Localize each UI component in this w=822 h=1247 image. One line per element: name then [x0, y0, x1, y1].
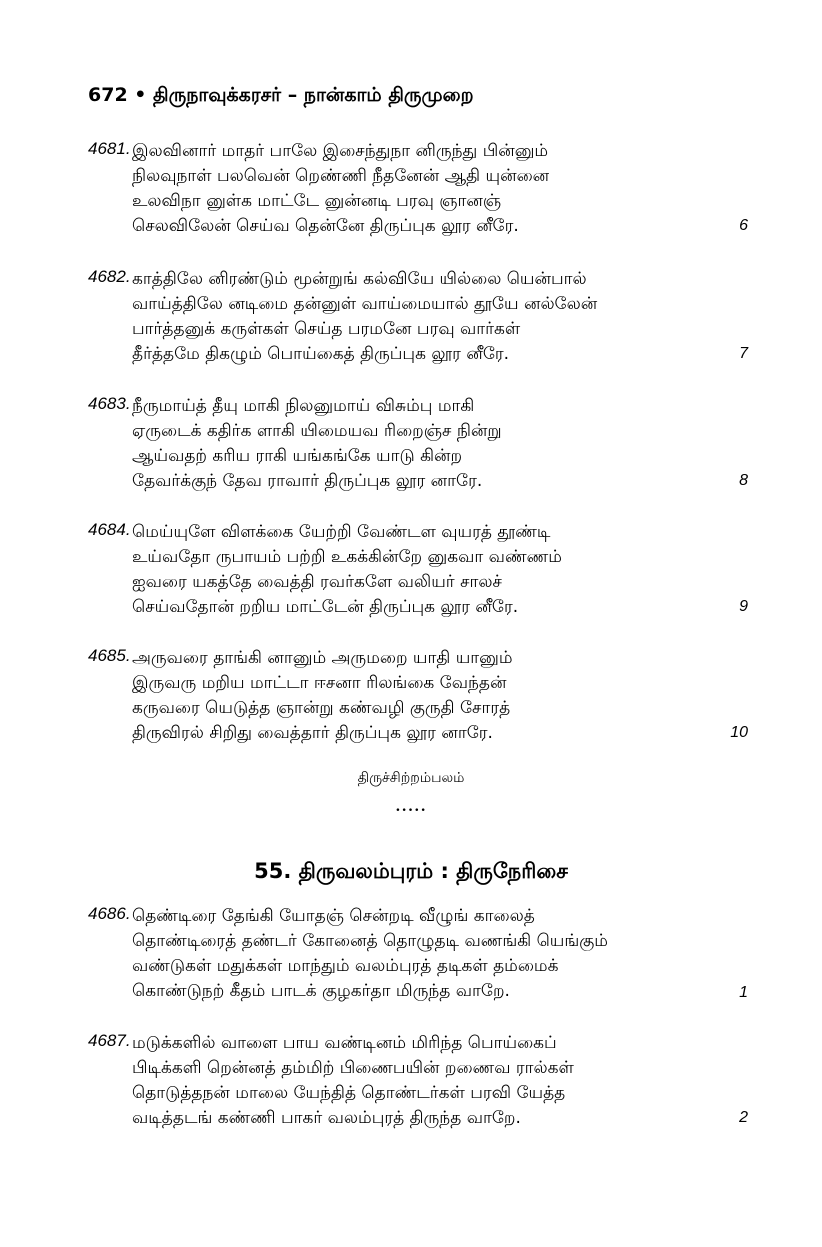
verse-line: நிலவுநாள் பலவென் றெண்ணி நீதனேன் ஆதி யுன்னை — [132, 166, 550, 186]
verse-line: ஏருடைக் கதிர்க ளாகி யிமையவ ரிறைஞ்ச நின்று — [132, 421, 502, 441]
verse-line: செலவிலேன் செய்வ தென்னே திருப்புக லூர னீரே. — [132, 216, 519, 236]
running-head: 672 • திருநாவுக்கரசர் – நான்காம் திருமுறை — [88, 84, 474, 106]
verse-line: மெய்யுளே விளக்கை யேற்றி வேண்டள வுயரத் தூண்டி — [132, 522, 551, 542]
separator-stars: ••••• — [395, 806, 427, 816]
verse-line: காத்திலே னிரண்டும் மூன்றுங் கல்வியே யில்லை யென்பால் — [132, 269, 587, 289]
stanza-number: 8 — [739, 472, 748, 489]
verse-line: பார்த்தனுக் கருள்கள் செய்த பரமனே பரவு வார்கள் — [132, 319, 521, 339]
verse-line: திருவிரல் சிறிது வைத்தார் திருப்புக லூர னாரே. — [132, 723, 493, 743]
verse-number: 4686. — [88, 904, 131, 923]
stanza-number: 10 — [730, 724, 748, 741]
verse-line: ஆய்வதற் கரிய ராகி யங்கங்கே யாடு கின்ற — [132, 446, 463, 466]
stanza-number: 2 — [739, 1109, 748, 1126]
verse-number: 4684. — [88, 520, 131, 539]
verse-line: கொண்டுநற் கீதம் பாடக் குழகர்தா மிருந்த வாறே. — [132, 981, 510, 1001]
verse-4682 — [88, 267, 748, 367]
verse-number: 4682. — [88, 267, 131, 286]
verse-line: உய்வதோ ருபாயம் பற்றி உகக்கின்றே னுகவா வண்ணம் — [132, 547, 562, 567]
verse-line: தெண்டிரை தேங்கி யோதஞ் சென்றடி வீழுங் காலைத் — [132, 906, 535, 926]
verse-number: 4683. — [88, 394, 131, 413]
verse-line: பிடிக்களி றென்னத் தம்மிற் பிணைபயின் றணைவ ரால்கள் — [132, 1058, 574, 1078]
verse-line: நீருமாய்த் தீயு மாகி நிலனுமாய் விசும்பு மாகி — [132, 396, 475, 416]
verse-lines — [132, 904, 608, 1004]
verse-line: அருவரை தாங்கி னானும் அருமறை யாதி யானும் — [132, 648, 513, 668]
stanza-number: 9 — [739, 598, 748, 615]
verse-line: உலவிநா னுள்க மாட்டே னுன்னடி பரவு ஞானஞ் — [132, 191, 502, 211]
verse-line: மடுக்களில் வாளை பாய வண்டினம் மிரிந்த பொய்கைப் — [132, 1033, 557, 1053]
verse-lines — [132, 267, 597, 367]
verse-4684 — [88, 520, 748, 620]
verse-line: தொண்டிரைத் தண்டர் கோனைத் தொழுதடி வணங்கி யெங்கும் — [132, 931, 608, 951]
verse-4683 — [88, 394, 748, 494]
verse-lines — [132, 394, 502, 494]
verse-4681 — [88, 139, 748, 239]
stanza-number: 7 — [739, 345, 748, 362]
verse-4686 — [88, 904, 748, 1004]
verse-4687 — [88, 1031, 748, 1131]
verse-4685 — [88, 646, 748, 746]
colophon: திருச்சிற்றம்பலம் — [357, 770, 465, 786]
verse-line: கருவரை யெடுத்த ஞான்று கண்வழி குருதி சோரத் — [132, 698, 511, 718]
verse-number: 4685. — [88, 646, 131, 665]
verse-line: ஐவரை யகத்தே வைத்தி ரவர்களே வலியர் சாலச் — [132, 572, 502, 592]
verse-number: 4687. — [88, 1031, 131, 1050]
verse-lines — [132, 520, 562, 620]
verse-lines — [132, 1031, 574, 1131]
verse-number: 4681. — [88, 139, 131, 158]
verse-line: இலவினார் மாதர் பாலே இசைந்துநா னிருந்து பின்னும் — [132, 141, 549, 161]
verse-lines — [132, 646, 513, 746]
verse-line: வாய்த்திலே னடிமை தன்னுள் வாய்மையால் தூயே னல்லேன் — [132, 294, 598, 314]
verse-line: தீர்த்தமே திகழும் பொய்கைத் திருப்புக லூர னீரே. — [132, 344, 510, 364]
verse-line: இருவரு மறிய மாட்டா ஈசனா ரிலங்கை வேந்தன் — [132, 673, 507, 693]
stanza-number: 6 — [739, 217, 748, 234]
verse-line: வண்டுகள் மதுக்கள் மாந்தும் வலம்புரத் தடிகள் தம்மைக் — [132, 956, 559, 976]
stanza-number: 1 — [739, 984, 748, 1001]
verse-line: தொடுத்தநன் மாலை யேந்தித் தொண்டர்கள் பரவி யேத்த — [132, 1083, 566, 1103]
verse-line: வடித்தடங் கண்ணி பாகர் வலம்புரத் திருந்த வாறே. — [132, 1108, 521, 1128]
section-heading: 55. திருவலம்புரம் : திருநேரிசை — [254, 859, 568, 883]
verse-line: தேவர்க்குந் தேவ ராவார் திருப்புக லூர னாரே. — [132, 471, 483, 491]
verse-lines — [132, 139, 549, 239]
verse-line: செய்வதோன் றறிய மாட்டேன் திருப்புக லூர னீரே. — [132, 597, 519, 617]
